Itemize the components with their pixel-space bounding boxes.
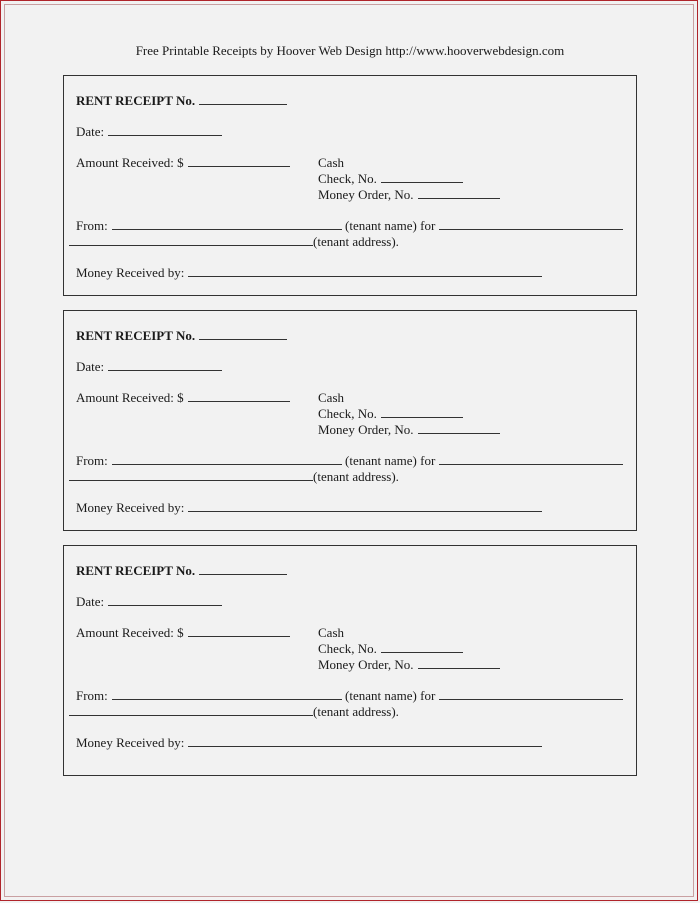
money-order-row [318,422,500,438]
receipt-number-row [76,93,287,109]
receipt-number-field[interactable] [199,94,287,105]
amount-label: Amount Received: $ [76,155,184,170]
received-by-field[interactable] [188,501,542,512]
date-row [76,594,222,610]
tenant-name-label: (tenant name) for [345,218,436,233]
money-order-number-field[interactable] [418,423,500,434]
for-field[interactable] [439,454,623,465]
tenant-name-field[interactable] [112,454,342,465]
tenant-address-field[interactable] [69,470,313,481]
amount-field[interactable] [188,391,290,402]
tenant-name-field[interactable] [112,689,342,700]
date-field[interactable] [108,360,222,371]
receipt-form-2 [63,310,637,531]
received-by-row [76,735,542,751]
received-by-row [76,265,542,281]
check-row [318,641,463,657]
for-field[interactable] [439,689,623,700]
amount-row [76,625,290,641]
check-label: Check, No. [318,406,377,421]
from-label: From: [76,453,108,468]
received-by-label: Money Received by: [76,265,185,280]
amount-label: Amount Received: $ [76,625,184,640]
amount-label: Amount Received: $ [76,390,184,405]
date-label: Date: [76,124,105,139]
receipt-form-3 [63,545,637,776]
money-order-row [318,187,500,203]
date-row [76,359,222,375]
for-field[interactable] [439,219,623,230]
from-row [76,688,623,704]
address-row [69,234,399,250]
cash-label: Cash [318,155,344,170]
received-by-field[interactable] [188,736,542,747]
receipt-title: RENT RECEIPT No. [76,93,196,108]
tenant-name-label: (tenant name) for [345,688,436,703]
amount-field[interactable] [188,156,290,167]
tenant-address-label: (tenant address). [313,234,399,249]
money-order-number-field[interactable] [418,188,500,199]
check-row [318,171,463,187]
money-order-row [318,657,500,673]
cash-label: Cash [318,625,344,640]
date-field[interactable] [108,595,222,606]
check-number-field[interactable] [381,642,463,653]
date-label: Date: [76,594,105,609]
tenant-address-label: (tenant address). [313,469,399,484]
from-row [76,453,623,469]
tenant-address-field[interactable] [69,705,313,716]
tenant-name-field[interactable] [112,219,342,230]
amount-field[interactable] [188,626,290,637]
receipt-number-row [76,328,287,344]
money-order-label: Money Order, No. [318,187,414,202]
receipt-number-row [76,563,287,579]
check-label: Check, No. [318,171,377,186]
cash-option [318,390,344,406]
money-order-label: Money Order, No. [318,422,414,437]
receipt-title: RENT RECEIPT No. [76,563,196,578]
date-field[interactable] [108,125,222,136]
address-row [69,704,399,720]
date-row [76,124,222,140]
from-label: From: [76,218,108,233]
tenant-name-label: (tenant name) for [345,453,436,468]
date-label: Date: [76,359,105,374]
amount-row [76,390,290,406]
tenant-address-label: (tenant address). [313,704,399,719]
check-number-field[interactable] [381,407,463,418]
received-by-row [76,500,542,516]
check-number-field[interactable] [381,172,463,183]
cash-option [318,155,344,171]
receipt-number-field[interactable] [199,564,287,575]
receipt-number-field[interactable] [199,329,287,340]
receipt-form-1 [63,75,637,296]
amount-row [76,155,290,171]
page-header: Free Printable Receipts by Hoover Web Design http://www.hooverwebdesign.com [135,43,565,58]
money-order-number-field[interactable] [418,658,500,669]
receipt-title: RENT RECEIPT No. [76,328,196,343]
received-by-field[interactable] [188,266,542,277]
received-by-label: Money Received by: [76,735,185,750]
from-label: From: [76,688,108,703]
check-label: Check, No. [318,641,377,656]
check-row [318,406,463,422]
from-row [76,218,623,234]
cash-label: Cash [318,390,344,405]
address-row [69,469,399,485]
cash-option [318,625,344,641]
tenant-address-field[interactable] [69,235,313,246]
money-order-label: Money Order, No. [318,657,414,672]
received-by-label: Money Received by: [76,500,185,515]
